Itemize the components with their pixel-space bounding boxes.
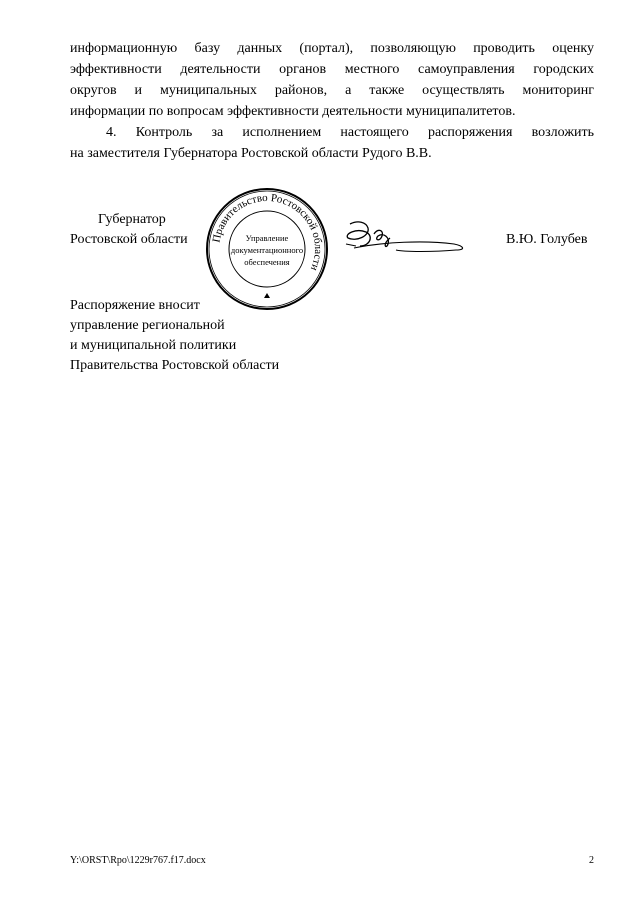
- signatory-name: В.Ю. Голубев: [506, 232, 588, 247]
- submitted-by-line: управление региональной: [70, 318, 225, 333]
- paragraph-1-line: округов и муниципальных районов, а также осуществлять мониторинг: [70, 83, 594, 98]
- paragraph-2-line: на заместителя Губернатора Ростовской области Рудого В.В.: [70, 146, 432, 161]
- signatory-title-line2: Ростовской области: [70, 232, 188, 247]
- stamp-inner-line: обеспечения: [244, 257, 290, 267]
- signatory-title-line1: Губернатор: [98, 212, 166, 227]
- submitted-by-line: Распоряжение вносит: [70, 298, 200, 313]
- stamp-inner-line: Управление: [245, 233, 289, 243]
- official-stamp: [202, 186, 332, 312]
- paragraph-2-line: 4. Контроль за исполнением настоящего распоряжения возложить: [106, 125, 594, 140]
- stamp-outer-text: Правительство Ростовской области: [210, 191, 325, 273]
- submitted-by-line: Правительства Ростовской области: [70, 358, 280, 373]
- paragraph-1: [70, 38, 594, 122]
- paragraph-1-line: информации по вопросам эффективности деятельности муниципалитетов.: [70, 104, 516, 119]
- footer-page-number: 2: [589, 855, 594, 866]
- footer-file-path: Y:\ORST\Rpo\1229r767.f17.docx: [70, 855, 206, 866]
- paragraph-1-line: эффективности деятельности органов местного самоуправления городских: [70, 62, 594, 77]
- paragraph-2: [70, 122, 594, 164]
- submitted-by-line: и муниципальной политики: [70, 338, 237, 353]
- stamp-inner-line: документационного: [230, 245, 304, 255]
- handwritten-signature: [344, 214, 474, 256]
- paragraph-1-line: информационную базу данных (портал), позволяющую проводить оценку: [70, 41, 594, 56]
